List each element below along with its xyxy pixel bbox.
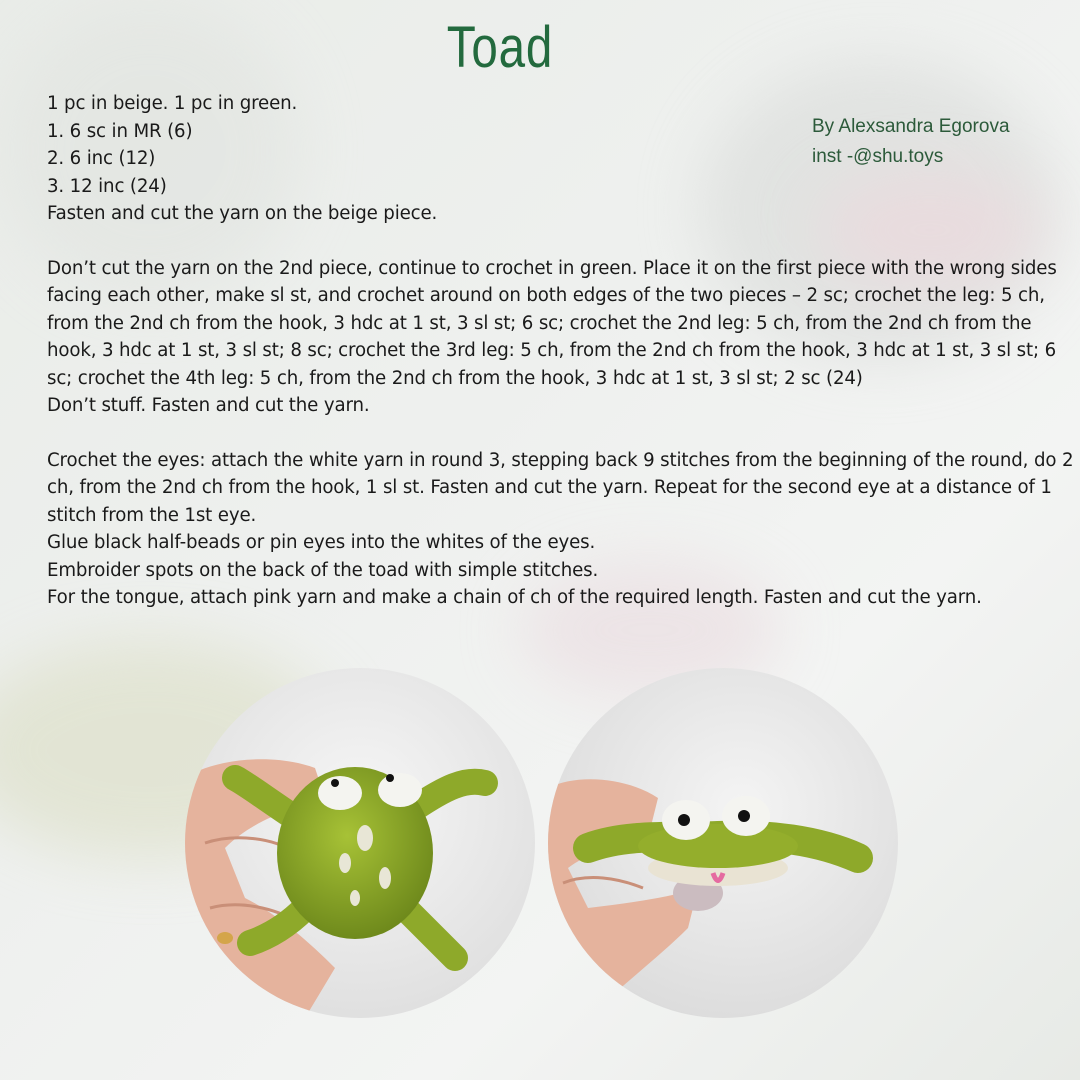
page-title: Toad — [446, 15, 554, 80]
pattern-line: 1. 6 sc in MR (6) — [47, 120, 193, 142]
pattern-line: 3. 12 inc (24) — [47, 175, 167, 197]
pattern-line: Don’t stuff. Fasten and cut the yarn. — [47, 395, 370, 416]
pattern-instructions — [47, 90, 1077, 612]
pattern-line: For the tongue, attach pink yarn and make a chain of ch of the required length. Fasten and cut the yarn. — [47, 587, 982, 608]
pattern-line: Crochet the eyes: attach the white yarn in round 3, stepping back 9 stitches from the beginning of the round, do 2 ch, from the 2nd ch from the hook, 1 sl st. Fasten and cut the yarn. Repeat for the second eye at a distance of 1 stitch from the 1st eye. — [47, 449, 1074, 526]
pattern-line: Glue black half-beads or pin eyes into the whites of the eyes. — [47, 532, 596, 553]
author-name: By Alexsandra Egorova — [812, 116, 1010, 137]
toad-top-view-photo — [185, 668, 535, 1018]
pattern-line: Fasten and cut the yarn on the beige piece. — [47, 203, 438, 224]
pattern-line: 2. 6 inc (12) — [47, 148, 156, 169]
toad-side-view-photo — [548, 668, 898, 1018]
pattern-line: Don’t cut the yarn on the 2nd piece, continue to crochet in green. Place it on the first piece with the wrong sides facing each other, make sl st, and crochet around on both edges of the two pieces – 2 sc; crochet the leg: 5 ch, from the 2nd ch from the hook, 3 hdc at 1 st, 3 sl st; 6 sc; crochet the 2nd leg: 5 ch, from the 2nd ch from the hook, 3 hdc at 1 st, 3 sl st; 8 sc; crochet the 3rd leg: 5 ch, from the 2nd ch from the hook, 3 hdc at 1 st, 3 sl st; 6 sc; crochet the 4th leg: 5 ch, from the 2nd ch from the hook, 3 hdc at 1 st, 3 sl st; 2 sc (24) — [47, 257, 1057, 389]
pattern-line: 1 pc in beige. 1 pc in green. — [47, 93, 298, 114]
pattern-line: Embroider spots on the back of the toad with simple stitches. — [47, 559, 599, 581]
author-instagram: inst -@shu.toys — [812, 146, 944, 167]
